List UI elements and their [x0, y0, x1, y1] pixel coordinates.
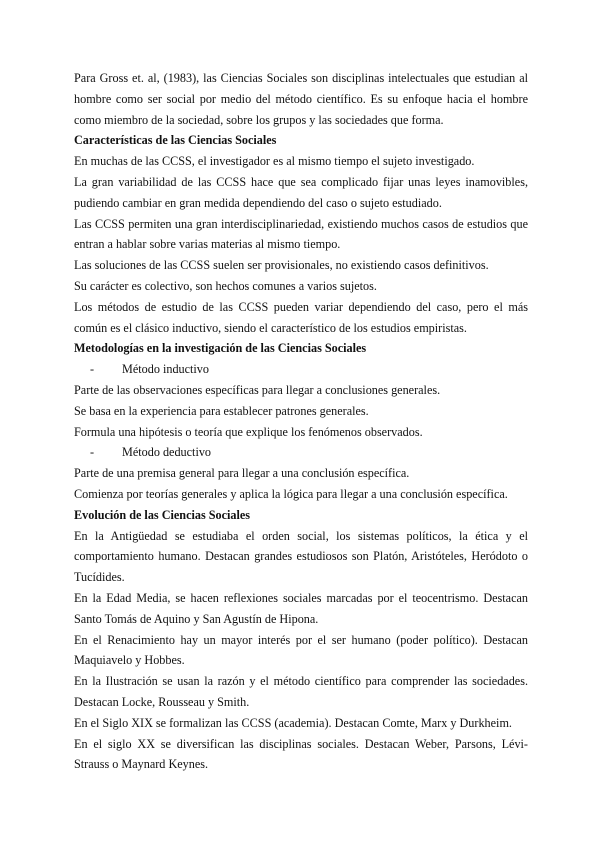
paragraph: En el Siglo XIX se formalizan las CCSS (academia). Destacan Comte, Marx y Durkheim.	[74, 715, 512, 730]
paragraph: En el siglo XX se diversifican las disciplinas sociales. Destacan Weber, Parsons, Lévi-Strauss o Maynard Keynes.	[74, 736, 528, 772]
section-heading-methodologies: Metodologías en la investigación de las Ciencias Sociales	[74, 341, 367, 356]
paragraph: Parte de las observaciones específicas para llegar a conclusiones generales.	[74, 382, 441, 397]
bullet-item-deductive	[74, 442, 528, 463]
paragraph: En muchas de las CCSS, el investigador es al mismo tiempo el sujeto investigado.	[74, 154, 475, 169]
document-body	[74, 68, 528, 775]
paragraph: En la Edad Media, se hacen reflexiones sociales marcadas por el teocentrismo. Destacan Santo Tomás de Aquino y San Agustín de Hipona.	[74, 590, 528, 626]
bullet-dash: -	[90, 445, 95, 460]
section-heading-evolution: Evolución de las Ciencias Sociales	[74, 507, 251, 522]
paragraph: Las CCSS permiten una gran interdisciplinariedad, existiendo muchos casos de estudios que entran a hablar sobre varias materias al mismo tiempo.	[74, 216, 528, 252]
bullet-label: Método deductivo	[122, 445, 212, 460]
paragraph: En la Ilustración se usan la razón y el método científico para comprender las sociedades. Destacan Locke, Rousseau y Smith.	[74, 674, 528, 709]
bullet-item-inductive	[74, 359, 528, 380]
paragraph: Formula una hipótesis o teoría que explique los fenómenos observados.	[74, 424, 423, 439]
paragraph: Se basa en la experiencia para establecer patrones generales.	[74, 403, 369, 418]
paragraph: Las soluciones de las CCSS suelen ser provisionales, no existiendo casos definitivos.	[74, 258, 489, 273]
paragraph: Comienza por teorías generales y aplica la lógica para llegar a una conclusión específica.	[74, 486, 508, 501]
section-heading-characteristics: Características de las Ciencias Sociales	[74, 133, 277, 148]
bullet-label: Método inductivo	[122, 362, 209, 377]
paragraph: Su carácter es colectivo, son hechos comunes a varios sujetos.	[74, 278, 377, 293]
paragraph: Los métodos de estudio de las CCSS pueden variar dependiendo del caso, pero el más común es el clásico inductivo, siendo el característico de los estudios empiristas.	[74, 299, 528, 335]
paragraph: La gran variabilidad de las CCSS hace que sea complicado fijar unas leyes inamovibles, pudiendo cambiar en gran medida dependiendo del caso o sujeto estudiado.	[74, 174, 528, 210]
paragraph: En el Renacimiento hay un mayor interés por el ser humano (poder político). Destacan Maquiavelo y Hobbes.	[74, 632, 528, 668]
intro-paragraph: Para Gross et. al, (1983), las Ciencias Sociales son disciplinas intelectuales que estudian al hombre como ser social por medio del método científico. Es su enfoque hacia el hombre como miembro de la sociedad, sobre los grupos y las sociedades que forma.	[74, 71, 528, 127]
bullet-dash: -	[90, 362, 95, 377]
paragraph: Parte de una premisa general para llegar a una conclusión específica.	[74, 466, 410, 481]
paragraph: En la Antigüedad se estudiaba el orden social, los sistemas políticos, la ética y el comportamiento humano. Destacan grandes estudiosos son Platón, Aristóteles, Heródoto o Tucídides.	[74, 528, 528, 585]
